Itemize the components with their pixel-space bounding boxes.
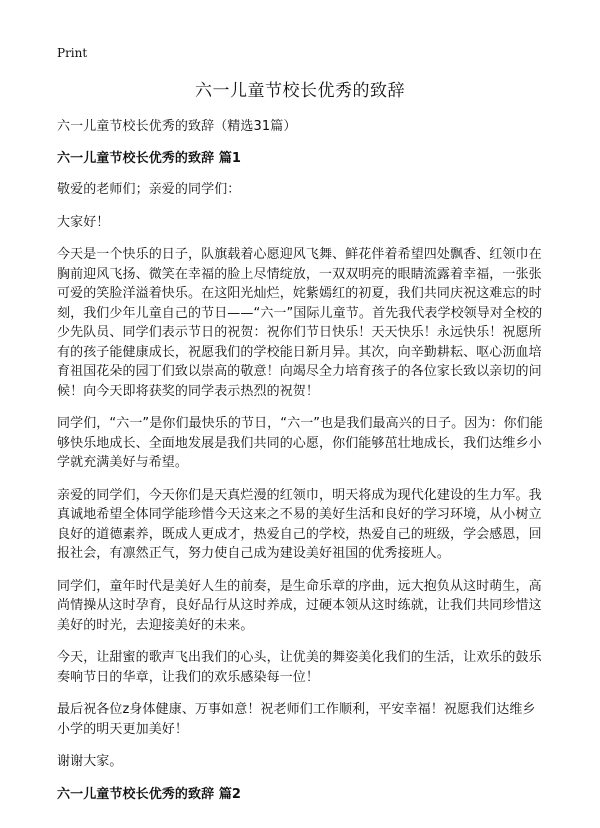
document-body xyxy=(57,117,545,816)
document-subtitle: 六一儿童节校长优秀的致辞（精选31篇） xyxy=(57,119,297,134)
body-paragraph: 同学们，童年时代是美好人生的前奏，是生命乐章的序曲，远大抱负从这时萌生，高尚情操从这时孕育，良好品行从这时养成，过硬本领从这时练就，让我们共同珍惜这美好的时光，去迎接美好的未来。 xyxy=(57,578,542,633)
body-paragraph: 今天是一个快乐的日子，队旗载着心愿迎风飞舞、鲜花伴着希望四处飘香、红领巾在胸前迎风飞扬、微笑在幸福的脸上尽情绽放，一双双明亮的眼睛流露着幸福，一张张可爱的笑脸洋溢着快乐。在这阳光灿烂，姹紫嫣红的初夏，我们共同庆祝这难忘的时刻，我们少年儿童自己的节日——“六一”国际儿童节。首先我代表学校领导对全校的少先队员、同学们表示节日的祝贺：祝你们节日快乐！天天快乐！永远快乐！祝愿所有的孩子能健康成长，祝愿我们的学校能日新月异。其次，向辛勤耕耘、呕心沥血培育祖国花朵的园丁们致以崇高的敬意！向竭尽全力培育孩子的各位家长致以亲切的问候！向今天即将获奖的同学表示热烈的祝贺！ xyxy=(57,247,543,399)
closing-wishes: 最后祝各位z身体健康、万事如意！祝老师们工作顺利，平安幸福！祝愿我们达维乡小学的明天更加美好！ xyxy=(57,702,536,737)
body-paragraph: 同学们，“六一”是你们最快乐的节日，“六一”也是我们最高兴的日子。因为：你们能够快乐地成长、全面地发展是我们共同的心愿，你们能够茁壮地成长，我们达维乡小学就充满美好与希望。 xyxy=(57,416,543,470)
document-title: 六一儿童节校长优秀的致辞 xyxy=(195,81,405,101)
greeting: 大家好！ xyxy=(57,214,110,230)
print-link[interactable]: Print xyxy=(57,46,88,60)
thanks: 谢谢大家。 xyxy=(57,754,123,769)
section-heading-2: 六一儿童节校长优秀的致辞 篇2 xyxy=(57,786,242,802)
body-paragraph: 亲爱的同学们，今天你们是天真烂漫的红领巾，明天将成为现代化建设的生力军。我真诚地希望全体同学能珍惜今天这来之不易的美好生活和良好的学习环境，从小树立良好的道德素养，既成人更成才，热爱自己的学校，热爱自己的班级，学会感恩，回报社会，有凛然正气，努力使自己成为建设美好祖国的优秀接班人。 xyxy=(57,487,542,561)
section-heading-1: 六一儿童节校长优秀的致辞 篇1 xyxy=(57,150,242,166)
salutation: 敬爱的老师们；亲爱的同学们： xyxy=(57,182,241,197)
body-paragraph: 今天，让甜蜜的歌声飞出我们的心头，让优美的舞姿美化我们的生活，让欢乐的鼓乐奏响节日的华章，让我们的欢乐感染每一位！ xyxy=(57,650,542,685)
